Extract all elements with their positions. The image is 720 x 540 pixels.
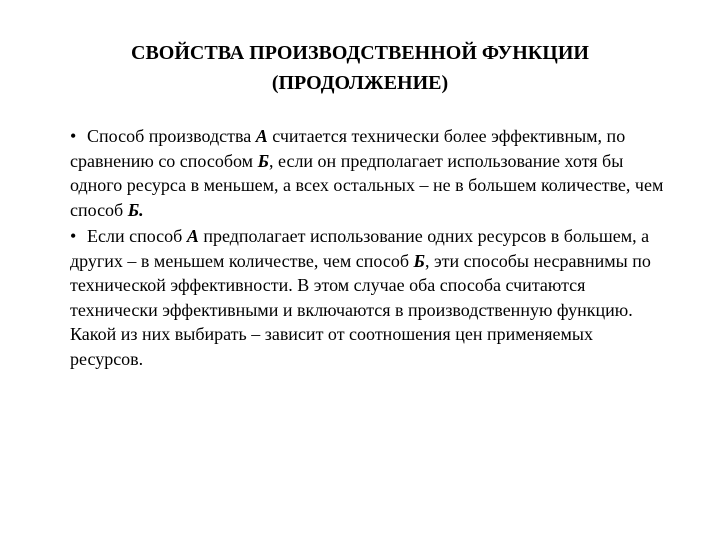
- bullet-1-period: .: [139, 199, 144, 220]
- bullet-1-method-a: А: [255, 126, 268, 146]
- bullet-1-method-b-2: Б: [127, 199, 140, 220]
- slide-body: [70, 124, 670, 371]
- bullet-2-method-b: Б: [413, 250, 425, 271]
- bullet-1-method-b: Б: [257, 150, 270, 171]
- bullet-1-text-c: , если он предполагает использование хотя бы одного ресурса в меньшем, а всех остальных – не в большем количестве, чем способ: [70, 150, 664, 220]
- title-line-2: (ПРОДОЛЖЕНИЕ): [271, 72, 449, 94]
- bullet-2-text-c: , эти способы несравнимы по технической эффективности. В этом случае оба способа считаются технически эффективными и включаются в производственную функцию. Какой из них выбирать – зависит от соотношения цен применяемых ресурсов.: [70, 250, 651, 369]
- bullet-1-text-a: Способ производства: [87, 126, 256, 146]
- bullet-paragraph-1: [70, 124, 670, 222]
- bullet-2-text-b: предполагает использование одних ресурсов в большем, а других – в меньшем количестве, чем способ: [70, 226, 650, 271]
- bullet-marker: •: [70, 226, 77, 246]
- bullet-1-text-b: считается технически более эффективным, по сравнению со способом: [70, 126, 626, 171]
- slide-title: [40, 38, 680, 98]
- bullet-2-method-a: А: [186, 226, 199, 246]
- title-line-1: СВОЙСТВА ПРОИЗВОДСТВЕННОЙ ФУНКЦИИ: [131, 42, 589, 64]
- bullet-2-text-a: Если способ: [87, 226, 187, 246]
- bullet-paragraph-2: [70, 224, 670, 371]
- bullet-marker: •: [70, 126, 77, 146]
